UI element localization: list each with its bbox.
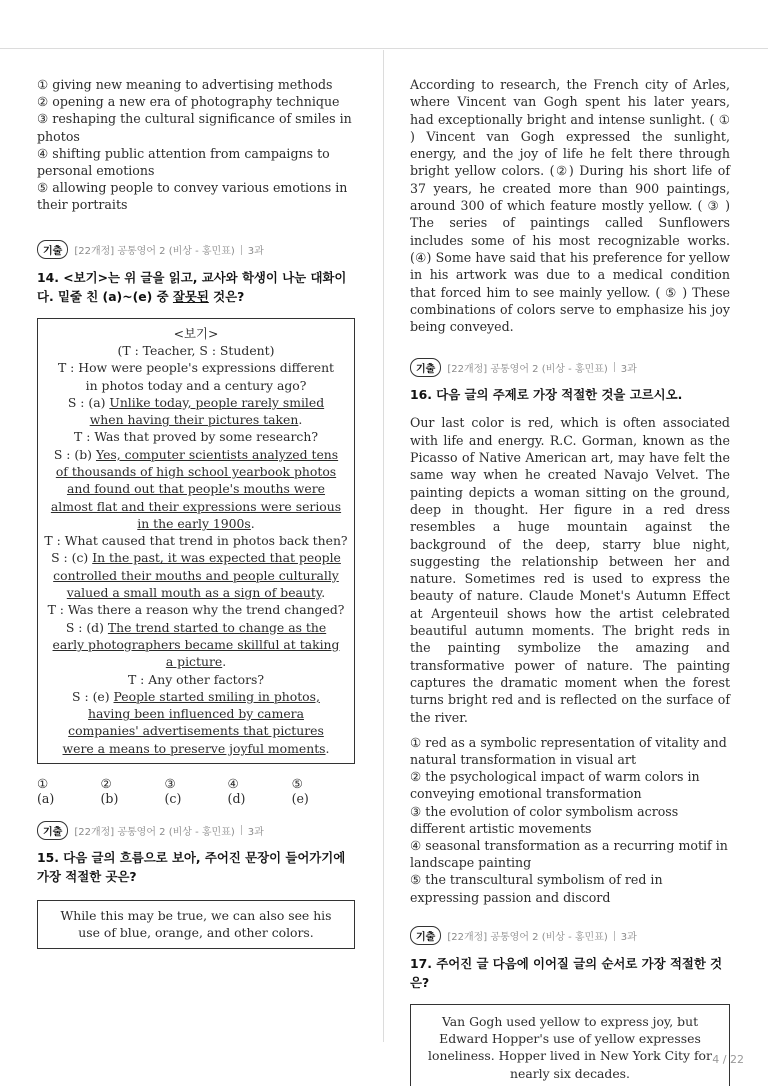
- q16-options: [410, 734, 730, 906]
- lesson: 3과: [247, 826, 264, 838]
- option: ① giving new meaning to advertising methods: [37, 77, 333, 92]
- left-column: [37, 76, 355, 949]
- dialogue-teacher: T : What caused that trend in photos back then?: [44, 533, 348, 549]
- lesson: 3과: [620, 932, 637, 944]
- option: ④ shifting public attention from campaigns to personal emotions: [37, 145, 330, 179]
- option[interactable]: ④ seasonal transformation as a recurring motif in landscape painting: [410, 838, 728, 871]
- header-rule: [0, 48, 768, 49]
- dialogue-student-a: S : (a) Unlike today, people rarely smiled when having their pictures taken.: [67, 394, 325, 428]
- badge: 기출: [410, 926, 441, 945]
- q17-source-row: [410, 926, 730, 946]
- badge: 기출: [37, 240, 68, 259]
- q14-title: 14. <보기>는 위 글을 읽고, 교사와 학생이 나눈 대화이다. 밑줄 친 (a)~(e) 중 잘못된 것은?: [37, 269, 347, 304]
- q17-title: 17. 주어진 글 다음에 이어질 글의 순서로 가장 적절한 것은?: [410, 955, 723, 990]
- dialogue-student-b: S : (b) Yes, computer scientists analyzed tens of thousands of high school yearbook photos and found out that people's mouths were almost flat and their expressions were serious in the early 1900s.: [50, 446, 342, 531]
- q16-source-row: [410, 357, 730, 377]
- choice[interactable]: ⑤ (e): [291, 776, 309, 807]
- source: [22개정] 공통영어 2 (비상 - 홍민표): [447, 932, 608, 944]
- option: ③ reshaping the cultural significance of smiles in photos: [37, 111, 352, 144]
- source: [22개정] 공통영어 2 (비상 - 홍민표): [447, 363, 608, 375]
- option[interactable]: ① red as a symbolic representation of vitality and natural transformation in visual art: [410, 734, 727, 767]
- choice[interactable]: ① (a): [37, 776, 55, 807]
- q15-given-sentence-box: While this may be true, we can also see his use of blue, orange, and other colors.: [37, 900, 355, 949]
- q16-passage: Our last color is red, which is often associated with life and energy. R.C. Gorman, known as the Picasso of Native American art, may have felt the same way when he created Navajo Velvet. The painting depicts a woman sitting on the ground, deep in thought. Her figure in a red dress resembles a huge mountain against the background of the deep, starry blue night, suggesting the relationship between her and nature. Sometimes red is used to express the beauty of nature. Claude Monet's Autumn Effect at Argenteuil shows how the artist celebrated beautiful autumn moments. The bright reds in the painting symbolize the amazing and transformative power of nature. The painting captures the dramatic moment when the forest turns bright red and is reflected on the surface of the river.: [410, 415, 730, 725]
- dialogue-student-d: S : (d) The trend started to change as the early photographers became skillful at taking a picture.: [52, 619, 340, 670]
- source: [22개정] 공통영어 2 (비상 - 홍민표): [74, 246, 235, 258]
- separator: [614, 931, 615, 941]
- separator: [614, 362, 615, 372]
- q15-passage: According to research, the French city of Arles, where Vincent van Gogh spent his later years, had exceptionally bright and intense sunlight. ( ① ) Vincent van Gogh expressed the sunlight, energy, and the joy of life he felt there through bright yellow colors. (②) During his short life of 37 years, he created more than 900 paintings, around 300 of which feature mostly yellow. ( ③ ) The series of paintings called Sunflowers includes some of his most recognizable works. (④) Some have said that his preference for yellow in his artwork was due to a medical condition that forced him to see mainly yellow. ( ⑤ ) These combinations of colors serve to emphasize his joy being conveyed.: [410, 77, 730, 335]
- badge: 기출: [37, 821, 68, 840]
- box-heading: <보기>: [173, 325, 219, 341]
- badge: 기출: [410, 358, 441, 377]
- dialogue-teacher: T : Any other factors?: [127, 671, 265, 687]
- dialogue-student-e: S : (e) People started smiling in photos, having been influenced by camera companies' advertisements that pictures were a means to preserve joyful moments.: [62, 688, 330, 756]
- box-legend: (T : Teacher, S : Student): [117, 342, 275, 358]
- lesson: 3과: [247, 246, 264, 258]
- source: [22개정] 공통영어 2 (비상 - 홍민표): [74, 826, 235, 838]
- dialogue-teacher: T : Was that proved by some research?: [74, 429, 318, 445]
- option: ⑤ allowing people to convey various emotions in their portraits: [37, 180, 348, 213]
- lesson: 3과: [620, 363, 637, 375]
- option[interactable]: ③ the evolution of color symbolism across different artistic movements: [410, 803, 679, 836]
- q14-dialogue-box: [37, 318, 355, 764]
- dialogue-teacher: T : How were people's expressions different in photos today and a century ago?: [57, 360, 335, 393]
- page-number: 4 / 22: [712, 1053, 744, 1066]
- dialogue-teacher: T : Was there a reason why the trend changed?: [47, 602, 345, 618]
- q15-source-row: [37, 820, 355, 840]
- column-divider: [383, 50, 384, 1042]
- option[interactable]: ⑤ the transcultural symbolism of red in expressing passion and discord: [410, 872, 663, 905]
- separator: [241, 825, 242, 835]
- choice[interactable]: ② (b): [100, 776, 119, 807]
- q15-title: 15. 다음 글의 흐름으로 보아, 주어진 문장이 들어가기에 가장 적절한 곳은?: [37, 850, 346, 885]
- option: ② opening a new era of photography technique: [37, 94, 340, 110]
- q14-choices: [37, 776, 355, 806]
- right-column: [410, 76, 730, 1086]
- q16-title: 16. 다음 글의 주제로 가장 적절한 것을 고르시오.: [410, 387, 683, 403]
- q14-source-row: [37, 240, 355, 260]
- dialogue-student-c: S : (c) In the past, it was expected that people controlled their mouths and people culturally valued a small mouth as a sign of beauty.: [51, 550, 341, 601]
- choice[interactable]: ③ (c): [164, 776, 182, 807]
- choice[interactable]: ④ (d): [227, 776, 246, 807]
- option[interactable]: ② the psychological impact of warm colors in conveying emotional transformation: [410, 769, 700, 802]
- q13-options: [37, 76, 355, 214]
- q17-given-text-box: Van Gogh used yellow to express joy, but Edward Hopper's use of yellow expresses loneliness. Hopper lived in New York City for nearly six decades.: [410, 1004, 730, 1086]
- separator: [241, 245, 242, 255]
